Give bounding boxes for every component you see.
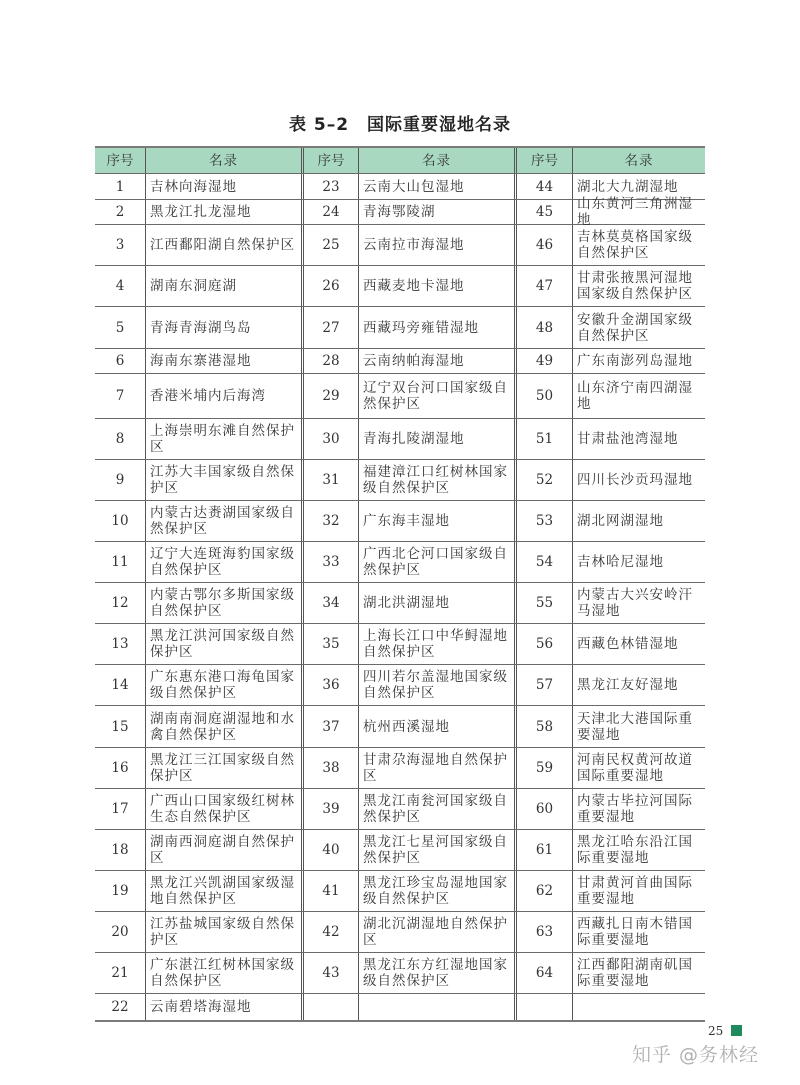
cell-no: 39: [322, 801, 340, 817]
cell-name: 辽宁大连斑海豹国家级自然保护区: [145, 542, 301, 582]
cell-name: 黑龙江东方红湿地国家级自然保护区: [358, 953, 514, 993]
cell-no: 63: [535, 924, 554, 940]
cell-no: 11: [111, 554, 129, 570]
header-name: 名录: [145, 148, 301, 173]
cell-no: 8: [115, 431, 125, 447]
cell-name: 湖南南洞庭湖湿地和水禽自然保护区: [145, 706, 301, 747]
cell-name: 黑龙江三江国家级自然保护区: [145, 748, 301, 788]
cell-no: 23: [322, 178, 340, 195]
table-row: [95, 829, 705, 870]
cell-no: 42: [322, 924, 340, 940]
cell-name: 黑龙江扎龙湿地: [145, 200, 301, 224]
cell-no: 51: [535, 431, 554, 447]
cell-no: 46: [535, 237, 554, 253]
table-row: [95, 664, 705, 705]
cell-name: [572, 994, 705, 1020]
table-row: [95, 373, 705, 418]
cell-no: 60: [535, 801, 554, 817]
cell-name: 青海扎陵湖湿地: [358, 419, 514, 459]
cell-no: 32: [322, 513, 340, 529]
watermark: 知乎 @务林经: [632, 1044, 760, 1066]
cell-no: 2: [115, 204, 125, 220]
cell-name: 江西鄱阳湖南矶国际重要湿地: [572, 953, 705, 993]
cell-no: 43: [322, 965, 340, 981]
cell-name: 上海长江口中华鲟湿地自然保护区: [358, 624, 514, 664]
cell-no: 35: [322, 636, 340, 652]
cell-name: 吉林哈尼湿地: [572, 542, 705, 582]
cell-no: 30: [322, 431, 340, 447]
wetland-list-table: [95, 146, 705, 1022]
cell-name: 广西山口国家级红树林生态自然保护区: [145, 789, 301, 829]
cell-name: 内蒙古大兴安岭汗马湿地: [572, 583, 705, 623]
cell-name: 云南碧塔海湿地: [145, 994, 301, 1020]
header-no: 序号: [317, 152, 345, 169]
cell-name: 黑龙江兴凯湖国家级湿地自然保护区: [145, 871, 301, 911]
table-row: [95, 541, 705, 582]
cell-no: 33: [322, 554, 340, 570]
cell-name: [358, 994, 514, 1020]
cell-name: 青海青海湖鸟岛: [145, 307, 301, 348]
cell-no: 27: [322, 319, 340, 336]
cell-name: 山东济宁南四湖湿地: [572, 374, 705, 418]
cell-name: 西藏色林错湿地: [572, 624, 705, 664]
cell-no: 36: [322, 677, 340, 693]
cell-no: 44: [535, 178, 554, 195]
table-row: [95, 224, 705, 265]
cell-no: 13: [111, 636, 129, 652]
cell-name: 黑龙江洪河国家级自然保护区: [145, 624, 301, 664]
cell-no: 61: [535, 842, 554, 858]
cell-no: 7: [115, 388, 125, 404]
cell-name: 吉林向海湿地: [145, 174, 301, 199]
cell-name: 广东惠东港口海龟国家级自然保护区: [145, 665, 301, 705]
cell-no: 56: [535, 636, 554, 652]
table-title-text: 国际重要湿地名录: [367, 115, 512, 135]
cell-name: 江苏盐城国家级自然保护区: [145, 912, 301, 952]
cell-no: [304, 994, 358, 1020]
cell-no: 34: [322, 595, 340, 611]
cell-name: 西藏玛旁雍错湿地: [358, 307, 514, 348]
cell-name: 云南大山包湿地: [358, 174, 514, 199]
cell-no: 3: [115, 237, 125, 253]
table-row: [95, 265, 705, 306]
cell-name: 黑龙江七星河国家级自然保护区: [358, 830, 514, 870]
table-row: [95, 196, 705, 228]
cell-no: 4: [115, 278, 125, 294]
cell-no: 31: [322, 472, 340, 488]
cell-no: 14: [111, 677, 129, 693]
table-row: [95, 623, 705, 664]
cell-name: 河南民权黄河故道国际重要湿地: [572, 748, 705, 788]
cell-name: 内蒙古毕拉河国际重要湿地: [572, 789, 705, 829]
cell-name: 黑龙江珍宝岛湿地国家级自然保护区: [358, 871, 514, 911]
cell-name: 西藏扎日南木错国际重要湿地: [572, 912, 705, 952]
cell-name: 湖北大九湖湿地: [572, 174, 705, 199]
cell-name: 江苏大丰国家级自然保护区: [145, 460, 301, 500]
cell-no: 29: [322, 388, 340, 404]
cell-no: 41: [322, 883, 340, 899]
cell-name: 广东湛江红树林国家级自然保护区: [145, 953, 301, 993]
table-row: [95, 306, 705, 348]
cell-no: 47: [535, 278, 554, 294]
cell-name: 黑龙江哈东沿江国际重要湿地: [572, 830, 705, 870]
cell-name: 广东海丰湿地: [358, 501, 514, 541]
cell-name: 云南纳帕海湿地: [358, 349, 514, 373]
table-row: [95, 705, 705, 747]
cell-no: 17: [111, 801, 129, 817]
cell-name: 甘肃黄河首曲国际重要湿地: [572, 871, 705, 911]
page-number: 25: [708, 1024, 724, 1038]
table-row: [95, 870, 705, 911]
cell-name: 吉林莫莫格国家级自然保护区: [572, 225, 705, 265]
cell-no: 5: [115, 319, 125, 336]
cell-no: 40: [322, 842, 340, 858]
table-row: [95, 747, 705, 788]
cell-name: 四川若尔盖湿地国家级自然保护区: [358, 665, 514, 705]
cell-name: 湖南西洞庭湖自然保护区: [145, 830, 301, 870]
cell-no: 54: [535, 554, 554, 570]
header-name: 名录: [358, 148, 514, 173]
cell-name: 黑龙江友好湿地: [572, 665, 705, 705]
cell-no: 53: [535, 513, 554, 529]
cell-name: 四川长沙贡玛湿地: [572, 460, 705, 500]
cell-name: 广西北仑河口国家级自然保护区: [358, 542, 514, 582]
cell-name: 甘肃盐池湾湿地: [572, 419, 705, 459]
cell-name: 甘肃张掖黑河湿地国家级自然保护区: [572, 266, 705, 306]
table-row: [95, 788, 705, 829]
cell-no: 15: [111, 718, 129, 735]
cell-name: 甘肃尕海湿地自然保护区: [358, 748, 514, 788]
table-row: [95, 459, 705, 500]
cell-name: 上海崇明东滩自然保护区: [145, 419, 301, 459]
table-row: [95, 348, 705, 373]
cell-no: 50: [535, 388, 554, 404]
cell-no: 10: [111, 513, 129, 529]
cell-name: 安徽升金湖国家级自然保护区: [572, 307, 705, 348]
cell-no: 16: [111, 760, 129, 776]
cell-no: 12: [111, 595, 129, 611]
header-no: 序号: [106, 152, 134, 169]
header-name: 名录: [572, 148, 705, 173]
cell-no: 21: [111, 965, 129, 981]
cell-name: 辽宁双台河口国家级自然保护区: [358, 374, 514, 418]
page-marker-square: [731, 1025, 742, 1036]
cell-name: 广东南澎列岛湿地: [572, 349, 705, 373]
cell-name: 湖北沉湖湿地自然保护区: [358, 912, 514, 952]
cell-no: [517, 994, 572, 1020]
cell-name: 内蒙古达赉湖国家级自然保护区: [145, 501, 301, 541]
cell-no: 59: [535, 760, 554, 776]
cell-no: 1: [115, 178, 125, 195]
cell-no: 25: [322, 237, 340, 253]
table-row: [95, 952, 705, 993]
cell-no: 9: [115, 472, 125, 488]
table-row: [95, 500, 705, 541]
cell-no: 58: [535, 718, 554, 735]
table-number: 表 5–2: [288, 115, 350, 135]
cell-no: 28: [322, 353, 340, 369]
table-row: [95, 911, 705, 952]
cell-name: 香港米埔内后海湾: [145, 374, 301, 418]
cell-name: 海南东寨港湿地: [145, 349, 301, 373]
cell-no: 57: [535, 677, 554, 693]
cell-no: 22: [111, 999, 129, 1015]
table-row: [95, 993, 705, 1020]
cell-no: 24: [322, 204, 340, 220]
cell-no: 55: [535, 595, 554, 611]
cell-no: 18: [111, 842, 129, 858]
cell-name: 湖北洪湖湿地: [358, 583, 514, 623]
table-title: [0, 110, 800, 135]
cell-name: 云南拉市海湿地: [358, 225, 514, 265]
cell-no: 64: [535, 965, 554, 981]
cell-no: 62: [535, 883, 554, 899]
cell-name: 内蒙古鄂尔多斯国家级自然保护区: [145, 583, 301, 623]
cell-name: 湖南东洞庭湖: [145, 266, 301, 306]
cell-no: 45: [535, 204, 554, 220]
cell-no: 52: [535, 472, 554, 488]
cell-no: 6: [115, 353, 125, 369]
cell-no: 26: [322, 278, 340, 294]
cell-name: 湖北网湖湿地: [572, 501, 705, 541]
table-row: [95, 582, 705, 623]
cell-no: 20: [111, 924, 129, 940]
cell-no: 19: [111, 883, 129, 899]
table-header-row: [95, 148, 705, 173]
cell-name: 西藏麦地卡湿地: [358, 266, 514, 306]
cell-no: 48: [535, 319, 554, 336]
cell-no: 37: [322, 718, 340, 735]
table-row: [95, 418, 705, 459]
cell-name: 杭州西溪湿地: [358, 706, 514, 747]
header-no: 序号: [531, 152, 558, 169]
cell-name: 天津北大港国际重要湿地: [572, 706, 705, 747]
cell-no: 38: [322, 760, 340, 776]
cell-name: 江西鄱阳湖自然保护区: [145, 225, 301, 265]
cell-name: 福建漳江口红树林国家级自然保护区: [358, 460, 514, 500]
cell-name: 青海鄂陵湖: [358, 200, 514, 224]
cell-no: 49: [535, 353, 554, 369]
cell-name: 黑龙江南瓮河国家级自然保护区: [358, 789, 514, 829]
cell-name: 山东黄河三角洲湿地: [572, 200, 705, 224]
